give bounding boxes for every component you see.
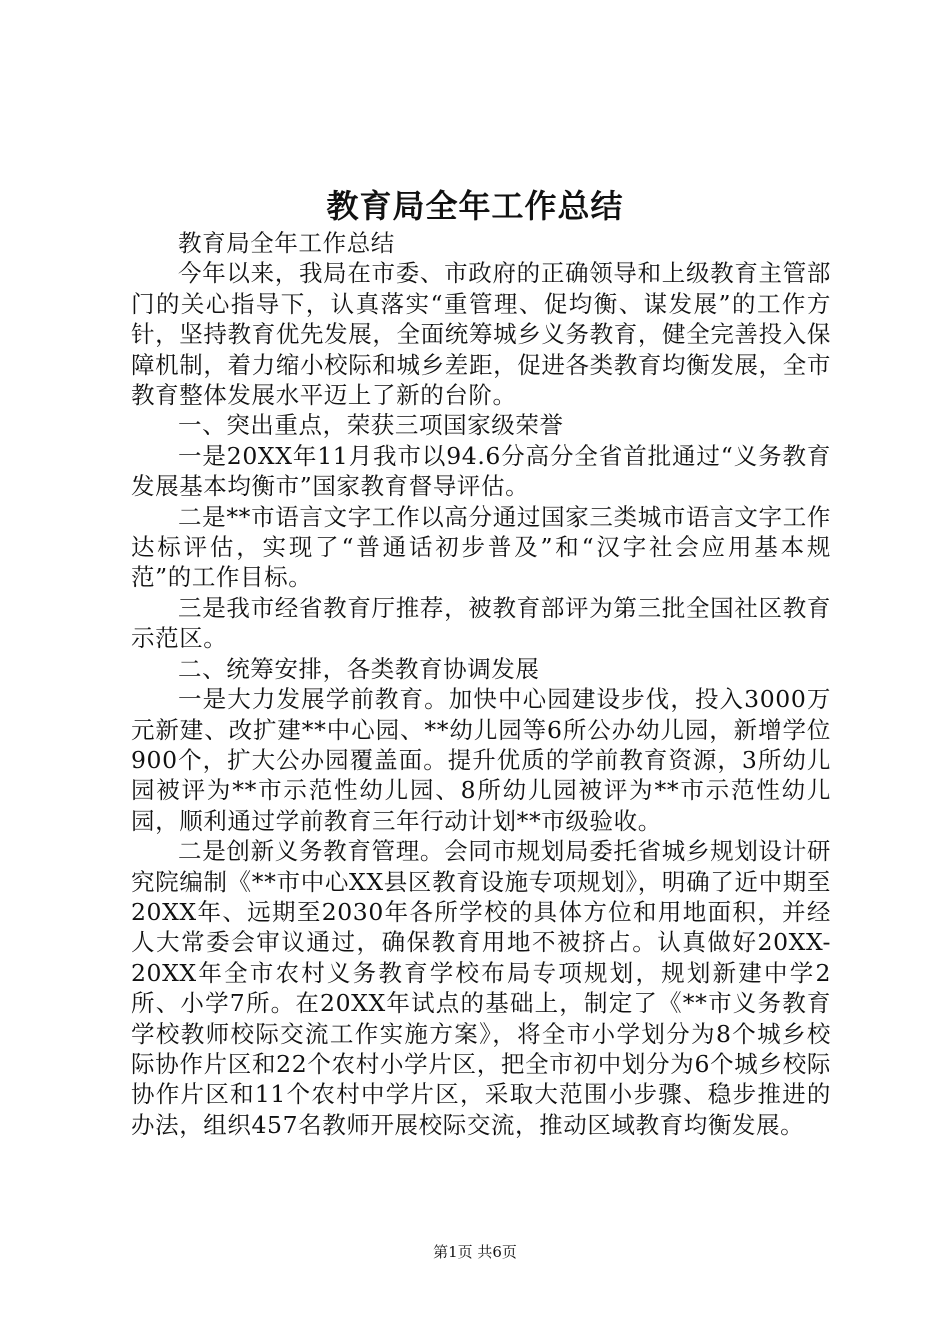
paragraph-subtitle: 教育局全年工作总结 (178, 229, 395, 257)
document-body (131, 228, 831, 1140)
section-heading-2: 二、统筹安排，各类教育协调发展 (178, 654, 540, 683)
section-heading-1: 一、突出重点，荣获三项国家级荣誉 (178, 411, 564, 440)
paragraph-item-3: 三是我市经省教育厅推荐，被教育部评为第三批全国社区教育示范区。 (131, 593, 831, 653)
document-title: 教育局全年工作总结 (326, 187, 624, 225)
paragraph-item-2: 二是**市语言文字工作以高分通过国家三类城市语言文字工作达标评估，实现了“普通话初步普及”和“汉字社会应用基本规范”的工作目标。 (131, 502, 831, 592)
page-number-footer: 第1页 共6页 (433, 1243, 517, 1261)
paragraph-item-1: 一是20XX年11月我市以94.6分高分全省首批通过“义务教育发展基本均衡市”国家教育督导评估。 (131, 441, 831, 501)
paragraph-compulsory: 二是创新义务教育管理。会同市规划局委托省城乡规划设计研究院编制《**市中心XX县区教育设施专项规划》，明确了近中期至20XX年、远期至2030年各所学校的具体方位和用地面积，并经人大常委会审议通过，确保教育用地不被挤占。认真做好20XX-20XX年全市农村义务教育学校布局专项规划，规划新建中学2所、小学7所。在20XX年试点的基础上，制定了《**市义务教育学校教师校际交流工作实施方案》，将全市小学划分为8个城乡校际协作片区和22个农村小学片区，把全市初中划分为6个城乡校际协作片区和11个农村中学片区，采取大范围小步骤、稳步推进的办法，组织457名教师开展校际交流，推动区域教育均衡发展。 (131, 837, 831, 1139)
paragraph-preschool: 一是大力发展学前教育。加快中心园建设步伐，投入3000万元新建、改扩建**中心园、**幼儿园等6所公办幼儿园，新增学位900个，扩大公办园覆盖面。提升优质的学前教育资源，3所幼儿园被评为**市示范性幼儿园、8所幼儿园被评为**市示范性幼儿园，顺利通过学前教育三年行动计划**市级验收。 (131, 685, 831, 835)
paragraph-intro: 今年以来，我局在市委、市政府的正确领导和上级教育主管部门的关心指导下，认真落实“重管理、促均衡、谋发展”的工作方针，坚持教育优先发展，全面统筹城乡义务教育，健全完善投入保障机制，着力缩小校际和城乡差距，促进各类教育均衡发展，全市教育整体发展水平迈上了新的台阶。 (131, 259, 831, 410)
